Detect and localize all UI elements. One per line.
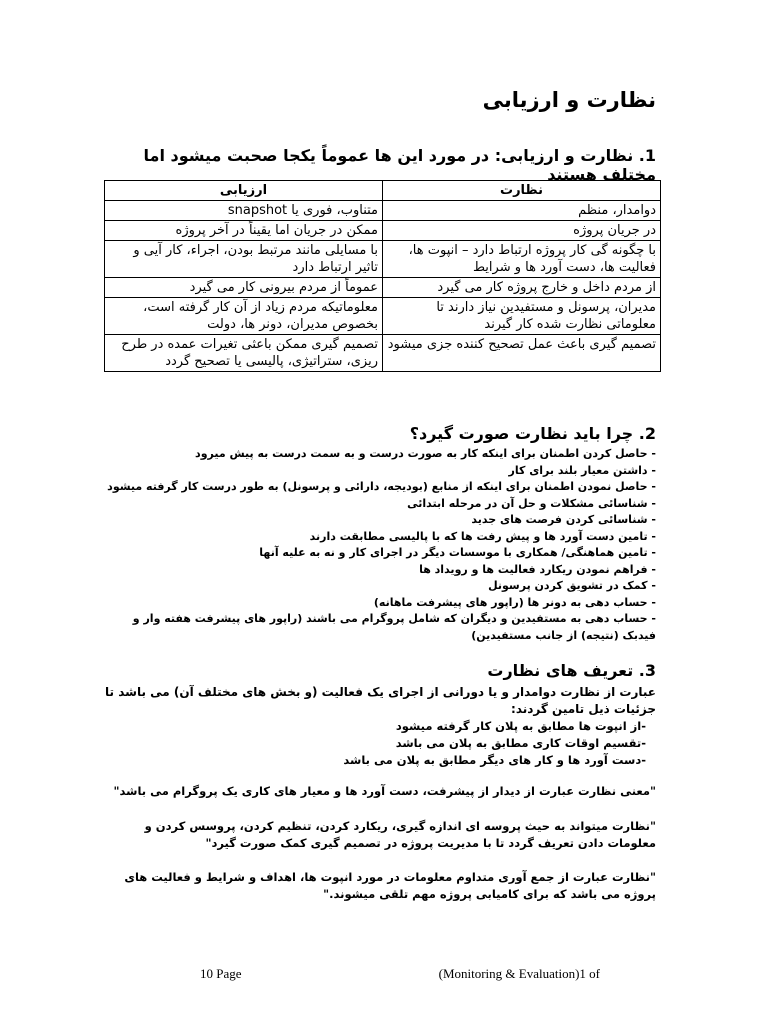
list-item: - تامین هماهنگی/ همکاری با موسسات دیگر در اجرای کار و نه به علیه آنها — [96, 545, 656, 562]
section-3-heading: 3. تعریف های نظارت — [487, 661, 656, 680]
definition-quote: "نظارت عبارت از جمع آوری متداوم معلومات در مورد انپوت ها، اهداف و شرایط و فعالیت های پروژه می باشد که برای کامیابی پروژه مهم تلقی میشوند." — [124, 870, 656, 901]
table-cell: تصمیم گیری باعث عمل تصحیح کننده جزی میشود — [383, 335, 661, 372]
table-row — [105, 298, 661, 335]
table-cell: دوامدار، منظم — [383, 201, 661, 221]
table-cell: تصمیم گیری ممکن باعثی تغیرات عمده در طرح ریزی، ستراتیژی، پالیسی یا تصحیح گردد — [105, 335, 383, 372]
footer-page-number: 10 Page — [200, 966, 242, 981]
table-cell: از مردم داخل و خارج پروژه کار می گیرد — [383, 278, 661, 298]
list-item: -تقسیم اوقات کاری مطابق به پلان می باشد — [395, 736, 646, 750]
list-item: - حساب دهی به مستفیدین و دیگران که شامل پروگرام می باشند (راپور های پیشرفت هفته وار و فیدبک (نتیجه) از جانب مستفیدین) — [96, 611, 656, 644]
footer-document-title: (Monitoring & Evaluation)1 of — [438, 966, 600, 981]
table-cell: ممکن در جریان اما یقیناً در آخر پروژه — [105, 221, 383, 241]
definition-quote: "معنی نظارت عبارت از دیدار از پیشرفت، دست آورد ها و معیار های کاری یک پروگرام می باشد" — [113, 784, 656, 798]
table-header-monitoring: نظارت — [383, 181, 661, 201]
table-row — [105, 221, 661, 241]
list-item: - حساب دهی به دونر ها (راپور های پیشرفت ماهانه) — [96, 595, 656, 612]
page-title: نظارت و ارزیابی — [482, 88, 656, 112]
table-cell: عموماً از مردم بیرونی کار می گیرد — [105, 278, 383, 298]
list-item: - شناسائی مشکلات و حل آن در مرحله ابتدائی — [96, 496, 656, 513]
comparison-table — [104, 180, 661, 372]
table-cell: با مسایلی مانند مرتبط بودن، اجراء، کار آیی و تاثیر ارتباط دارد — [105, 241, 383, 278]
list-item: - حاصل کردن اطمنان برای اینکه کار به صورت درست و به سمت درست به پیش میرود — [96, 446, 656, 463]
list-item: - حاصل نمودن اطمنان برای اینکه از منابع (بودیجه، دارائی و پرسونل) به طور درست کار گرفته میشود — [96, 479, 656, 496]
list-item: - داشتن معیار بلند برای کار — [96, 463, 656, 480]
list-item: -دست آورد ها و کار های دیگر مطابق به پلان می باشد — [343, 753, 646, 767]
definition-list — [106, 718, 646, 769]
list-item: -از انپوت ها مطابق به پلان کار گرفته میشود — [395, 719, 646, 733]
table-header-evaluation: ارزیابی — [105, 181, 383, 201]
table-row — [105, 241, 661, 278]
list-item: - کمک در تشویق کردن پرسونل — [96, 578, 656, 595]
table-header-row — [105, 181, 661, 201]
table-row — [105, 201, 661, 221]
table-cell: در جریان پروژه — [383, 221, 661, 241]
definition-intro: عبارت از نظارت دوامدار و یا دورانی از اجرای یک فعالیت (و بخش های مختلف آن) می باشد تا جزئیات ذیل تامین گردند: — [105, 685, 656, 716]
definition-quote: "نظارت میتواند به حیث پروسه ای اندازه گیری، ریکارد کردن، تنظیم کردن، پروسس کردن و معلومات دادن تعریف گردد تا با مدیریت پروژه در تصمیم گیری کمک صورت گیرد" — [144, 819, 656, 850]
table-row — [105, 335, 661, 372]
list-item: - فراهم نمودن ریکارد فعالیت ها و رویداد ها — [96, 562, 656, 579]
reasons-list — [96, 446, 656, 644]
page-footer — [200, 966, 600, 982]
list-item: - شناسائی کردن فرصت های جدید — [96, 512, 656, 529]
table-cell: معلوماتیکه مردم زیاد از آن کار گرفته است، بخصوص مدیران، دونر ها، دولت — [105, 298, 383, 335]
list-item: - تامین دست آورد ها و پیش رفت ها که با پالیسی مطابقت دارند — [96, 529, 656, 546]
table-row — [105, 278, 661, 298]
section-2-heading: 2. چرا باید نظارت صورت گیرد؟ — [409, 424, 656, 443]
table-cell: متناوب، فوری یا snapshot — [105, 201, 383, 221]
section-1-heading: 1. نظارت و ارزیابی: در مورد این ها عموماً یکجا صحبت میشود اما مختلف هستند — [143, 146, 656, 184]
table-cell: مدیران، پرسونل و مستفیدین نیاز دارند تا معلوماتی نظارت شده کار گیرند — [383, 298, 661, 335]
table-cell: با چگونه گی کار پروژه ارتباط دارد – انپوت ها، فعالیت ها، دست آورد ها و شرایط — [383, 241, 661, 278]
